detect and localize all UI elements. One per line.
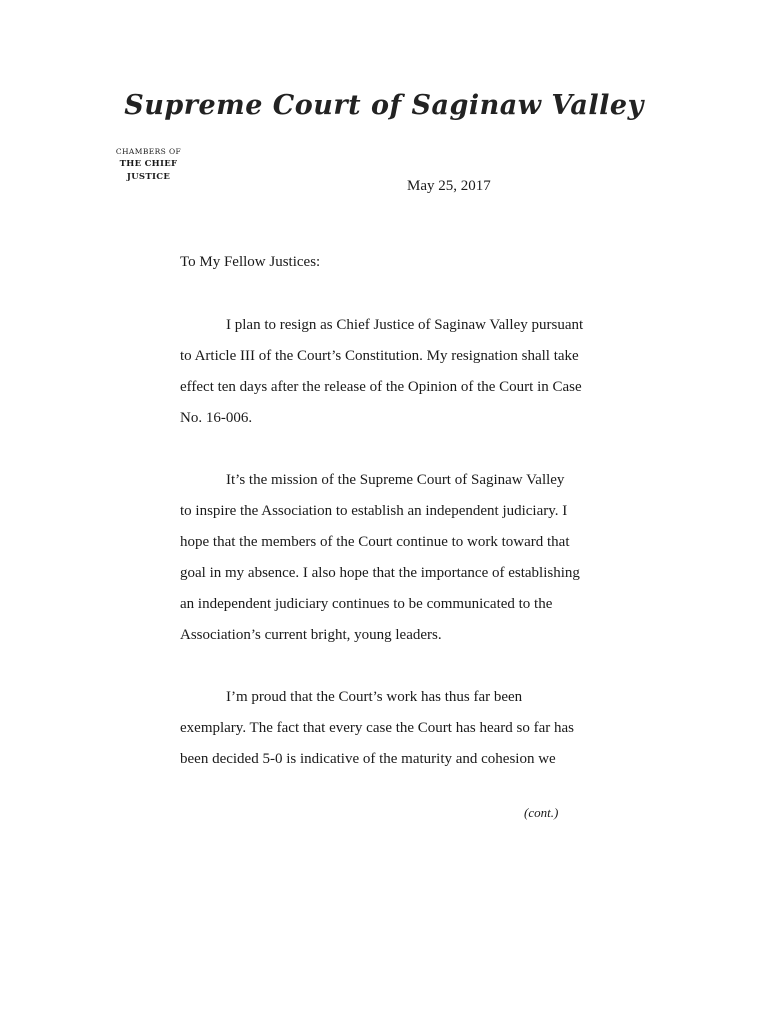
continued-marker: (cont.) bbox=[524, 805, 559, 820]
paragraph-line: No. 16-006. bbox=[180, 410, 253, 426]
paragraph-line: hope that the members of the Court continue to work toward that bbox=[180, 534, 570, 550]
court-letterhead-title: Supreme Court of Saginaw Valley bbox=[124, 90, 644, 121]
paragraph-line: goal in my absence. I also hope that the importance of establishing bbox=[180, 565, 580, 581]
letter-date: May 25, 2017 bbox=[407, 178, 491, 194]
paragraph-line: to Article III of the Court’s Constitution. My resignation shall take bbox=[180, 348, 579, 364]
paragraph-line: Association’s current bright, young leaders. bbox=[180, 627, 442, 643]
paragraph-line: to inspire the Association to establish an independent judiciary. I bbox=[180, 503, 568, 519]
paragraph-resignation bbox=[180, 310, 600, 434]
paragraph-line: an independent judiciary continues to be communicated to the bbox=[180, 596, 553, 612]
paragraph-mission bbox=[180, 465, 600, 651]
chambers-block bbox=[100, 145, 197, 184]
paragraph-line: It’s the mission of the Supreme Court of Saginaw Valley bbox=[226, 472, 565, 488]
paragraph-line: exemplary. The fact that every case the Court has heard so far has bbox=[180, 720, 574, 736]
paragraph-line: I plan to resign as Chief Justice of Saginaw Valley pursuant bbox=[226, 317, 584, 333]
paragraph-line: been decided 5-0 is indicative of the maturity and cohesion we bbox=[180, 751, 556, 767]
chief-justice-label: THE CHIEF JUSTICE bbox=[119, 159, 178, 182]
salutation: To My Fellow Justices: bbox=[180, 254, 321, 270]
paragraph-line: I’m proud that the Court’s work has thus far been bbox=[226, 689, 523, 705]
chambers-of-label: CHAMBERS OF bbox=[115, 147, 182, 156]
paragraph-proud bbox=[180, 682, 600, 775]
paragraph-line: effect ten days after the release of the Opinion of the Court in Case bbox=[180, 379, 582, 395]
